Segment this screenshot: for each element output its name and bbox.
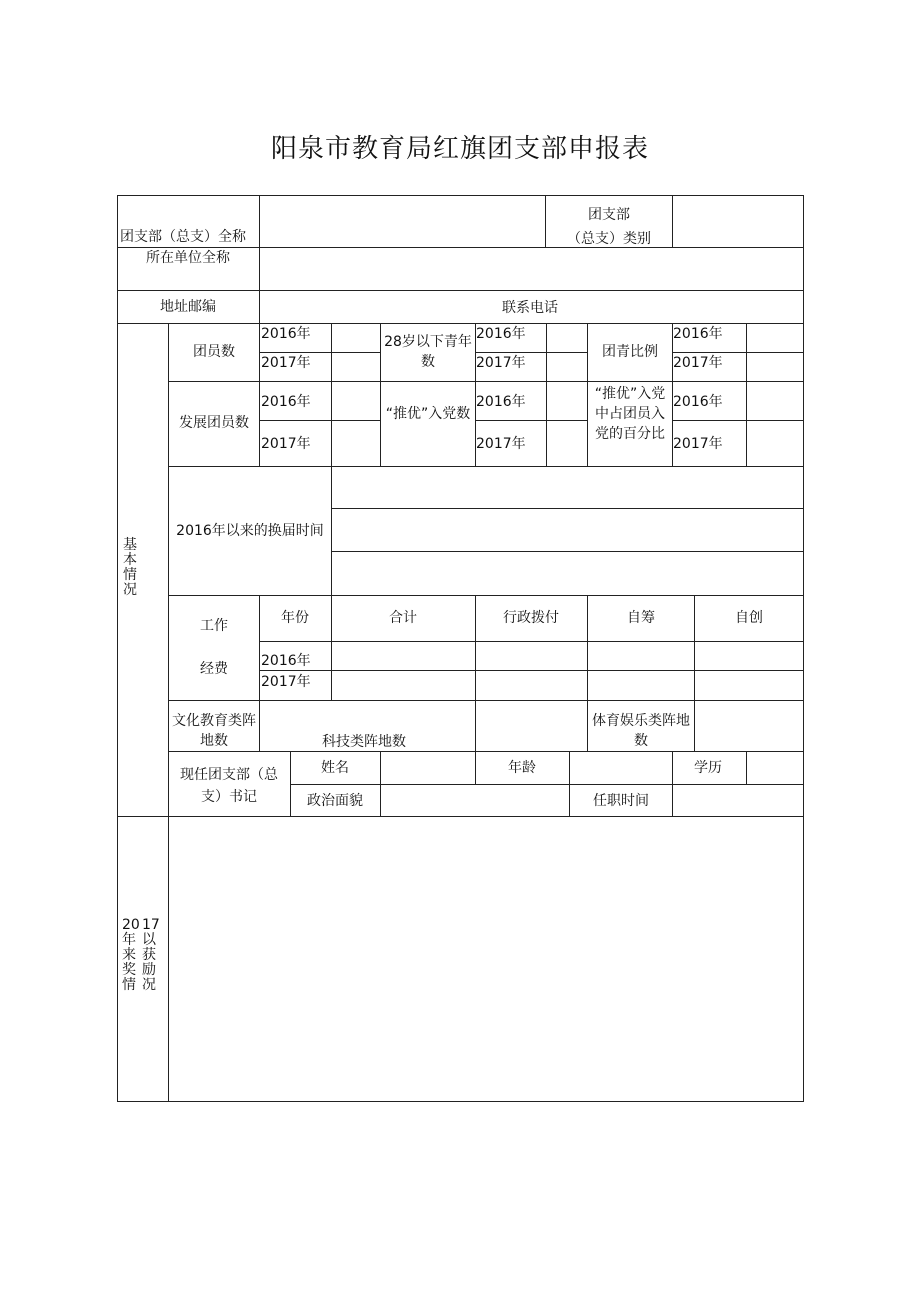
table-rule [259,323,260,467]
header-admin-alloc: 行政拨付 [503,610,559,626]
label-recommend-count: “推优”入党数 [385,406,471,422]
table-rule [117,195,804,196]
label-secretary: 现任团支部（总支）书记 [180,767,278,805]
label-league-ratio: 团青比例 [602,344,658,360]
label-work-funds-1: 工作 [200,618,228,634]
year-2017-label: 2017年 [261,436,311,452]
label-culture-edu: 文化教育类阵地数 [172,713,256,749]
table-rule [168,751,804,752]
label-address-postcode: 地址邮编 [160,299,216,315]
label-political-status: 政治面貌 [307,793,363,809]
table-rule [117,195,118,1102]
header-total: 合计 [389,610,417,626]
table-rule [168,466,804,467]
label-sci-tech: 科技类阵地数 [322,734,406,750]
table-rule [475,700,476,752]
year-2017-label: 2017年 [673,355,723,371]
table-rule [475,420,588,421]
table-rule [168,381,804,382]
table-rule [117,290,804,291]
label-basic-info: 基本情况 [123,537,137,598]
table-rule [694,700,695,752]
year-2016-label: 2016年 [261,653,311,669]
table-rule [290,784,804,785]
label-branch-category: 团支部 （总支）类别 [567,207,651,247]
label-member-count: 团员数 [193,344,235,360]
label-awards-col1: 17以获励况 [142,917,160,993]
table-rule [546,323,547,467]
table-rule [746,323,747,467]
table-rule [259,700,260,752]
table-rule [331,323,332,467]
table-rule [672,195,673,248]
label-under28: 28岁以下青年数 [384,334,472,370]
label-developed-members: 发展团员数 [179,415,249,431]
table-rule [259,641,804,642]
page-title: 阳泉市教育局红旗团支部申报表 [270,134,649,164]
label-name: 姓名 [321,760,349,776]
table-rule [168,700,804,701]
label-sports-ent: 体育娱乐类阵地数 [592,713,690,749]
label-awards-col2: 20年来奖情 [122,917,140,993]
label-work-funds-2: 经费 [200,661,228,677]
table-rule [168,595,804,596]
header-self-created: 自创 [735,610,763,626]
year-2016-label: 2016年 [261,326,311,342]
label-education: 学历 [694,760,722,776]
label-branch-full-name: 团支部（总支）全称 [120,229,246,245]
unit-full-name-field[interactable] [262,250,802,288]
year-2016-label: 2016年 [476,326,526,342]
table-rule [168,323,169,1102]
year-2017-label: 2017年 [476,355,526,371]
year-2017-label: 2017年 [476,436,526,452]
table-rule [331,466,332,596]
branch-category-field[interactable] [675,198,801,244]
year-2017-label: 2017年 [261,674,311,690]
table-rule [803,195,804,1102]
label-phone: 联系电话 [502,300,558,316]
year-2016-label: 2016年 [673,326,723,342]
branch-full-name-field[interactable] [262,198,544,244]
year-2016-label: 2016年 [476,394,526,410]
header-year: 年份 [281,610,309,626]
table-rule [259,670,804,671]
header-self-raised: 自筹 [627,610,655,626]
label-tenure-time: 任职时间 [593,793,649,809]
year-2017-label: 2017年 [261,355,311,371]
label-recommend-pct: “推优”入党中占团员入党的百分比 [594,386,666,442]
table-rule [331,508,804,509]
table-rule [331,551,804,552]
label-age: 年龄 [508,760,536,776]
label-reelection-time: 2016年以来的换届时间 [176,523,324,539]
table-rule [545,195,546,248]
awards-content-area[interactable] [170,818,802,1100]
table-rule [117,1101,804,1102]
table-rule [587,700,588,752]
table-rule [746,751,747,785]
table-rule [117,816,804,817]
table-rule [259,195,260,324]
table-rule [672,420,804,421]
table-rule [259,420,381,421]
label-unit-full-name: 所在单位全称 [146,250,230,266]
year-2016-label: 2016年 [673,394,723,410]
year-2017-label: 2017年 [673,436,723,452]
year-2016-label: 2016年 [261,394,311,410]
